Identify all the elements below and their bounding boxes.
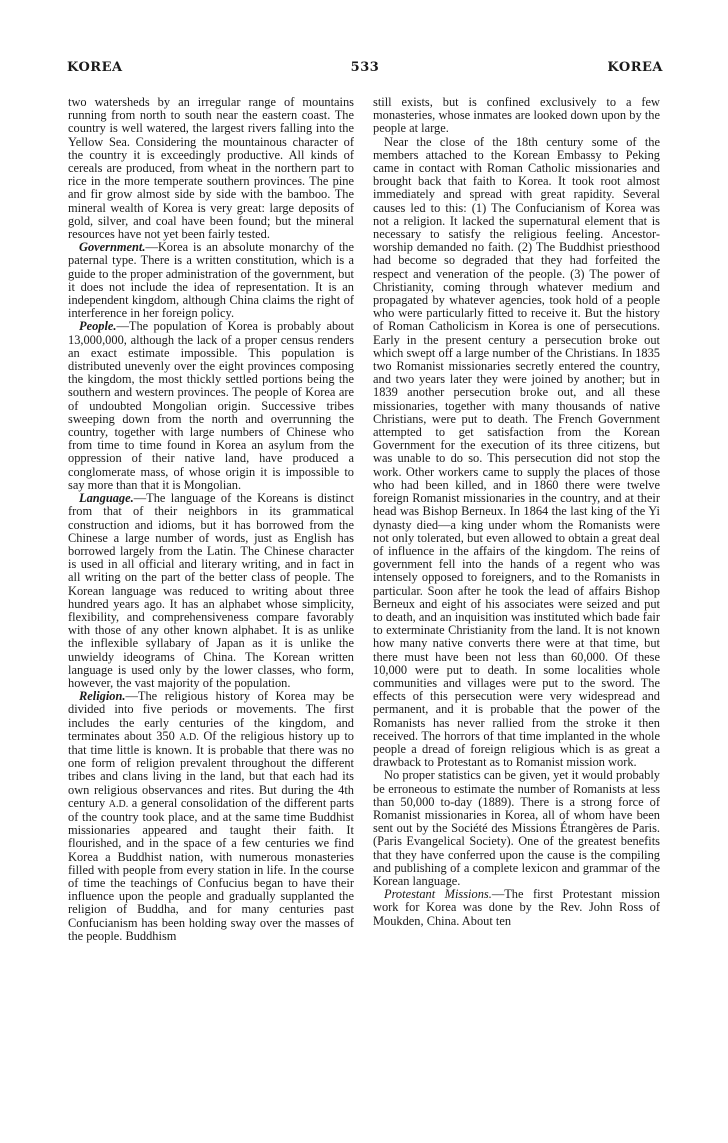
section-people	[68, 320, 354, 492]
section-text-religion-3: a general consolidation of the different parts of the country took place, and at the same time Buddhist missionaries appeared and taught their faith. It flourished, and in the space of a few centuries we find Korea a Buddhist nation, with numerous monasteries filled with people from every station in life. In the course of time the teachings of Confucius began to have their influence upon the people and gradually supplanted the religion of Buddha, and for many centuries past Confucianism has been holding sway over the masses of the people. Buddhism	[68, 795, 354, 943]
era-abbreviation: A.D.	[179, 731, 199, 743]
paragraph-statistics: No proper statistics can be given, yet it would probably be erroneous to estimate the number of Romanists at less than 50,000 to-day (1889). There is a strong force of Romanist missionaries in Korea, all of whom have been sent out by the Société des Missions Étrangères de Paris. (Paris Evangelical Society). One of the greatest benefits that they have conferred upon the cause is the compiling and publishing of a complete lexicon and grammar of the Korean language.	[373, 768, 660, 888]
section-heading-religion: Religion.	[79, 689, 126, 704]
section-heading-people: People.	[79, 319, 117, 334]
page-number: 533	[350, 60, 380, 75]
section-text-people: —The population of Korea is probably about 13,000,000, although the lack of a proper census renders an exact estimate impossible. This population is distributed unevenly over the eight provinces composing the kingdom, the most thickly settled portions being the southern and western provinces. The people of Korea are of undoubted Mongolian origin. Successive tribes sweeping down from the north and overrunning the country, together with large numbers of Chinese who from time to time found in Korea an asylum from the oppression of their native land, have produced a conglomerate mass, of whose origin it is impossible to say more than that it is Mongolian.	[68, 319, 354, 492]
paragraph-geography: two watersheds by an irregular range of mountains running from north to south near the eastern coast. The country is well watered, the largest rivers falling into the Yellow Sea. Considering the mountainous character of the country it is exceedingly productive. All kinds of cereals are produced, from wheat in the northern part to rice in the more temperate southern provinces. The pine and fir grow almost side by side with the bamboo. The mineral wealth of Korea is very great: large deposits of gold, silver, and coal have been found; but the mineral resources have not yet been fairly tested.	[68, 95, 354, 242]
right-column	[373, 96, 660, 928]
section-text-religion-1: —The religious history of Korea may be divided into five periods or movements. The first includes the early centuries of the kingdom, and terminates about 350	[68, 689, 354, 743]
section-text-language: —The language of the Koreans is distinct from that of their neighbors in its grammatical construction and idioms, but it has borrowed from the Chinese a large number of words, just as English has borrowed largely from the Latin. The Chinese character is used in all official and literary writing, and in fact in all writing on the part of the better class of people. The Korean language was reduced to writing about three hundred years ago. It has an alphabet whose simplicity, flexibility, and comprehensiveness compare favorably with those of any other known alphabet. It is as unlike the inflexible syllabary of Japan as it is unlike the unwieldy ideograms of China. The Korean written language is used only by the lower classes, who form, however, the vast majority of the population.	[68, 491, 354, 690]
era-abbreviation: A.D.	[108, 798, 129, 810]
left-column	[68, 96, 354, 943]
section-heading-protestant-missions: Protestant Missions.	[384, 887, 492, 902]
paragraph-buddhism-continued: still exists, but is confined exclusively to a few monasteries, whose inmates are looked down upon by the people at large.	[373, 95, 660, 136]
running-head-right: KOREA	[607, 60, 663, 75]
section-language	[68, 492, 354, 690]
section-religion	[68, 690, 354, 943]
section-protestant-missions	[373, 888, 660, 928]
paragraph-roman-catholic-history: Near the close of the 18th century some of the members attached to the Korean Embassy to Peking came in contact with Roman Catholic missionaries and brought back that faith to Korea. It took root almost immediately and spread with great rapidity. Several causes led to this: (1) The Confucianism of Korea was not a religion. It lacked the supernatural element that is necessary to satisfy the religious feeling. Ancestor-worship demanded no faith. (2) The Buddhist priesthood had become so degraded that they had forfeited the respect and veneration of the people. (3) The power of Christianity, coming through whatever medium and propagated by whatever agencies, took hold of a people who were particularly fitted to receive it. But the history of Roman Catholicism in Korea is one of persecutions. Early in the present century a persecution broke out which swept off a large number of the Christians. In 1835 two Romanist missionaries secretly entered the country, and two years later they were joined by another; but in 1839 another persecution broke out, and all these missionaries, together with many thousands of native Christians, were put to death. The French Government attempted to get satisfaction from the Korean Government for the execution of its three citizens, but was unable to do so. This persecution did not stop the work. Other workers came to supply the places of those who had been killed, and in 1860 there were twelve foreign Romanist missionaries in the country, and at their head was Bishop Berneux. In 1864 the last king of the Yi dynasty died—a king under whom the Romanists were not only tolerated, but even allowed to obtain a great deal of influence in the affairs of the kingdom. The reins of government fell into the hands of a regent who was intensely opposed to foreigners, and to the Romanists in particular. Soon after he took the lead of affairs Bishop Berneux and eight of his associates were seized and put to death, and an inquisition was instituted which bade fair to exterminate Christianity from the land. It is not known how many native converts there were at that time, but there must have been not less than 60,000. Of these 10,000 were put to death. In some localities whole communities and villages were put to the sword. The effects of this persecution were very widespread and permanent, and it is probable that the power of the Romanists has never rallied from the stroke it then received. The horrors of that time implanted in the whole people a dread of foreign religious which is as great a drawback to Protestant as to Romanist mission work.	[373, 134, 660, 770]
page-header	[67, 58, 663, 78]
section-text-government: —Korea is an absolute monarchy of the paternal type. There is a written constitution, which is a guide to the proper administration of the government, but it does not include the idea of representation. It is an independent kingdom, although China claims the right of interference in her foreign policy.	[68, 240, 354, 321]
section-text-religion-2: Of the religious history up to that time little is known. It is probable that there was no one form of religion prevalent throughout the different tribes and clans living in the land, but that each had its own religious observances and rites. But during the 4th century	[68, 728, 355, 810]
section-government	[68, 241, 354, 320]
section-text-protestant-missions: —The first Protestant mission work for Korea was done by the Rev. John Ross of Moukden, China. About ten	[373, 887, 660, 928]
section-heading-language: Language.	[79, 491, 134, 506]
section-heading-government: Government.	[79, 240, 146, 255]
running-head-left: KOREA	[67, 60, 123, 75]
